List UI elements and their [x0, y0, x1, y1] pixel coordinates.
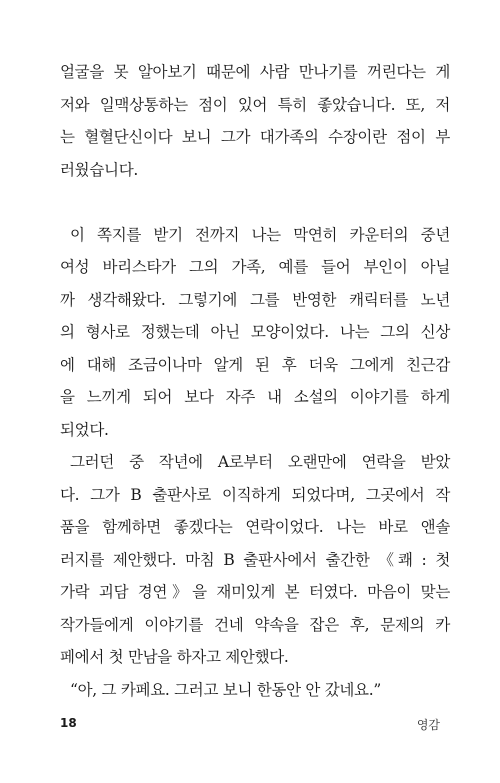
dialogue-line: “아, 그 카페요. 그러고 보니 한동안 안 갔네요.”	[70, 680, 381, 699]
page-footer	[60, 716, 440, 734]
text-line: 가락 괴담 경연》을 재미있게 본 터였다. 마음이 맞는	[60, 583, 450, 601]
text-line: 의 형사로 정했는데 아닌 모양이었다. 나는 그의 신상	[60, 323, 450, 341]
text-line: 품을 함께하면 좋겠다는 연락이었다. 나는 바로 앤솔	[60, 518, 450, 536]
text-line: 얼굴을 못 알아보기 때문에 사람 만나기를 꺼린다는 게	[60, 63, 450, 81]
text-line: 까 생각해왔다. 그렇기에 그를 반영한 캐릭터를 노년	[60, 290, 450, 309]
text-line: 그러던 중 작년에 A로부터 오랜만에 연락을 받았	[70, 453, 450, 471]
text-line: 에 대해 조금이나마 알게 된 후 더욱 그에게 친근감	[60, 355, 450, 374]
page-number: 18	[60, 716, 77, 730]
text-line: 는 혈혈단신이다 보니 그가 대가족의 수장이란 점이 부	[60, 128, 450, 146]
text-line: 작가들에게 이야기를 건네 약속을 잡은 후, 문제의 카	[60, 615, 450, 634]
text-line: 이 쪽지를 받기 전까지 나는 막연히 카운터의 중년	[70, 225, 450, 244]
running-title: 영감	[416, 718, 440, 732]
text-line: 다. 그가 B 출판사로 이직하게 되었다며, 그곳에서 작	[60, 485, 450, 504]
paragraph-gap	[60, 186, 450, 219]
text-line: 러지를 제안했다. 마침 B 출판사에서 출간한 《쾌 : 첫	[60, 550, 450, 569]
text-line: 러웠습니다.	[60, 160, 138, 179]
page-body	[60, 56, 450, 706]
text-line: 페에서 첫 만남을 하자고 제안했다.	[60, 648, 289, 666]
text-line: 되었다.	[60, 420, 109, 439]
text-line: 저와 일맥상통하는 점이 있어 특히 좋았습니다. 또, 저	[60, 95, 450, 114]
text-line: 을 느끼게 되어 보다 자주 내 소설의 이야기를 하게	[60, 388, 450, 406]
text-line: 여성 바리스타가 그의 가족, 예를 들어 부인이 아닐	[60, 258, 450, 276]
